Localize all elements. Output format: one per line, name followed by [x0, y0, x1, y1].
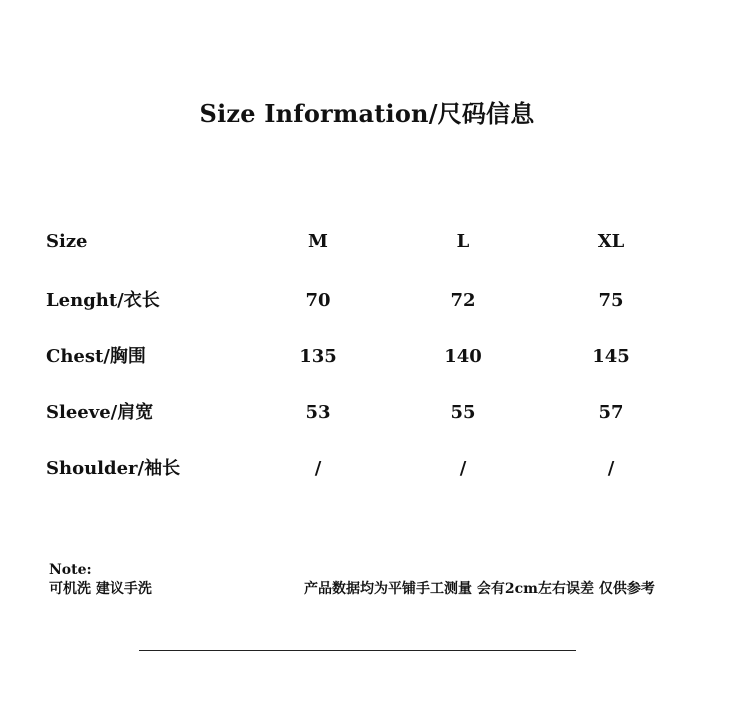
note-measurement-text: 产品数据均为平铺手工测量 会有2cm左右误差 仅供参考 — [304, 581, 655, 597]
table-cell: 53 — [305, 402, 331, 423]
table-row-length — [46, 286, 706, 342]
table-cell: 140 — [444, 346, 482, 367]
table-cell: 70 — [305, 290, 331, 311]
row-label: Shoulder/袖长 — [46, 458, 181, 479]
page-title: Size Information/尺码信息 — [199, 99, 535, 128]
table-cell: 135 — [299, 346, 337, 367]
size-m-header: M — [308, 231, 328, 252]
size-table — [46, 228, 706, 510]
size-xl-header: XL — [597, 231, 625, 252]
table-cell: 57 — [598, 402, 624, 423]
table-cell: / — [459, 458, 467, 479]
table-row-sleeve — [46, 398, 706, 454]
note-title: Note: — [49, 562, 92, 578]
table-cell: / — [607, 458, 615, 479]
bottom-divider — [139, 650, 576, 651]
size-l-header: L — [456, 231, 470, 252]
header-label: Size — [46, 231, 88, 252]
table-cell: 145 — [592, 346, 630, 367]
table-row-shoulder — [46, 454, 706, 510]
row-label: Lenght/衣长 — [46, 290, 160, 311]
table-cell: 55 — [450, 402, 476, 423]
table-row-chest — [46, 342, 706, 398]
row-label: Sleeve/肩宽 — [46, 402, 154, 423]
table-cell: / — [314, 458, 322, 479]
table-cell: 72 — [450, 290, 476, 311]
table-cell: 75 — [598, 290, 624, 311]
row-label: Chest/胸围 — [46, 346, 146, 367]
note-washing-text: 可机洗 建议手洗 — [49, 581, 152, 597]
table-header-row — [46, 228, 706, 286]
note-section — [49, 561, 152, 599]
